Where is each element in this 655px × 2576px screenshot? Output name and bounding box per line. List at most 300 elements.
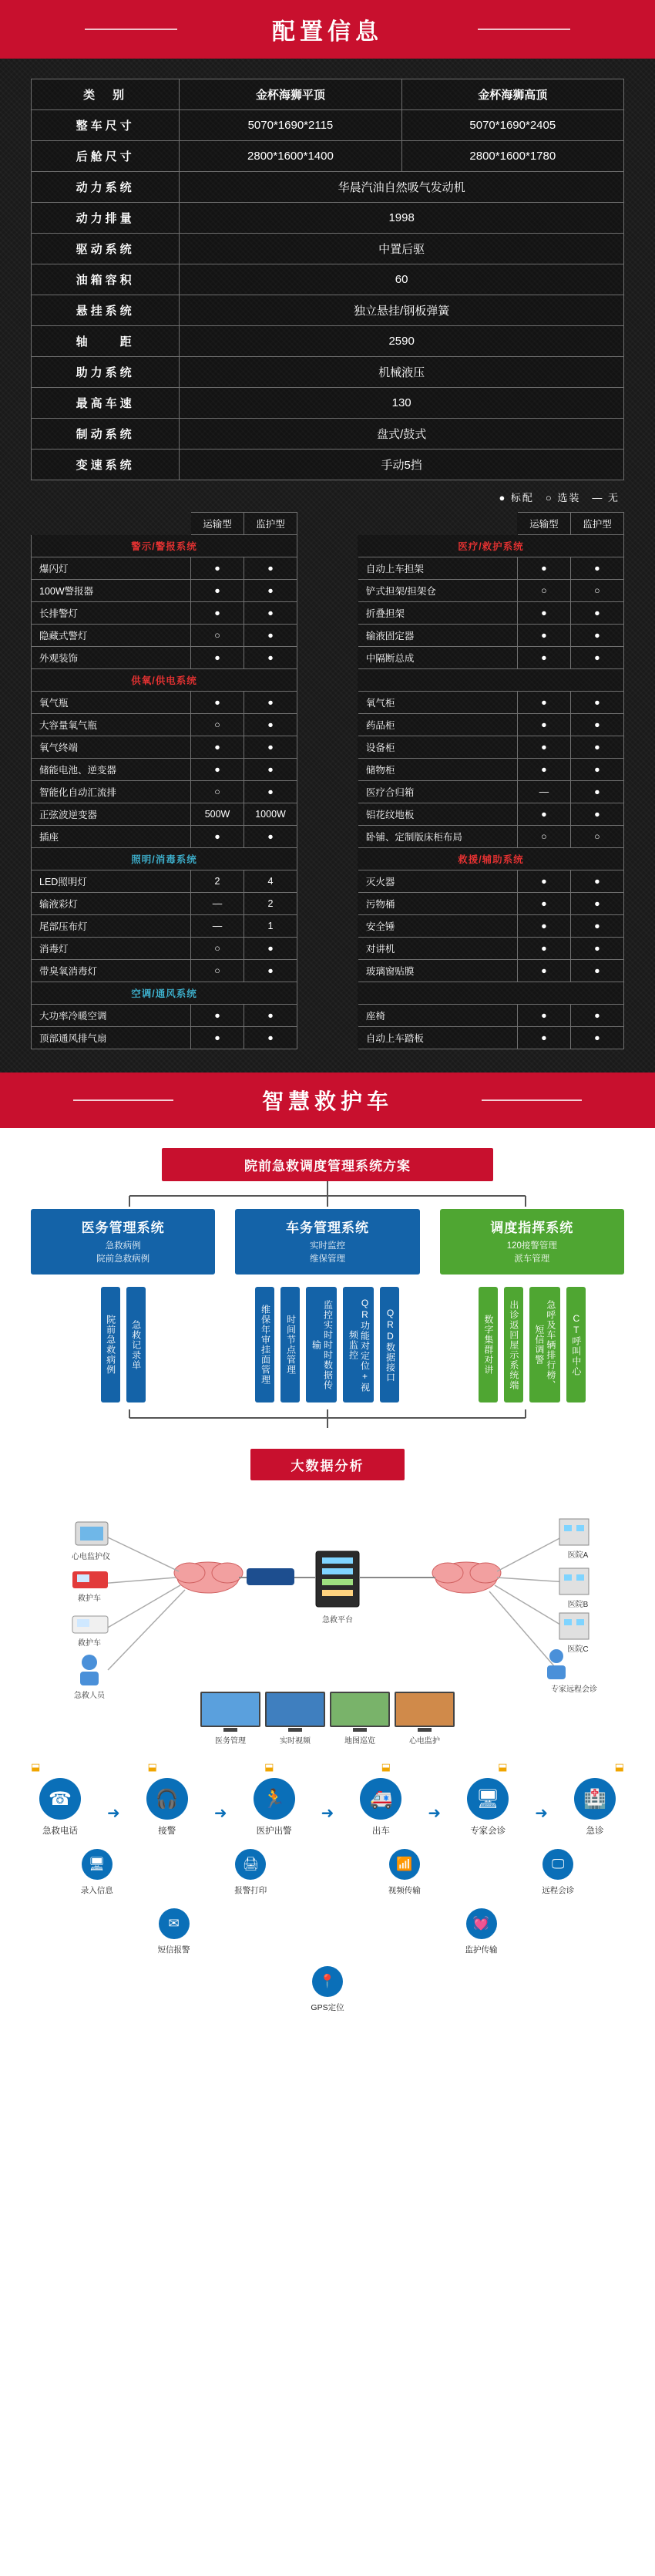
option-val-left-2: ● xyxy=(244,938,297,960)
option-table xyxy=(31,512,624,1049)
module-box[interactable] xyxy=(235,1209,419,1275)
net-label-6: 医院B xyxy=(567,1601,589,1610)
monitor-screen xyxy=(395,1692,455,1727)
spec-row-value: 华晨汽油自然吸气发动机 xyxy=(180,172,624,203)
spec-row-value: 130 xyxy=(180,388,624,419)
option-group-right xyxy=(358,669,623,692)
option-name-right: 折叠担架 xyxy=(358,602,517,625)
flow-node-icon: 🎧 xyxy=(146,1778,188,1820)
option-row xyxy=(32,938,624,960)
monitor-row xyxy=(200,1692,455,1746)
flow-node[interactable] xyxy=(287,1966,368,2013)
option-val-right-1: ● xyxy=(517,803,570,826)
option-name-right: 灭火器 xyxy=(358,870,517,893)
option-group-left: 照明/消毒系统 xyxy=(32,848,297,870)
spec-row-key: 油箱容积 xyxy=(32,264,180,295)
module-leaf[interactable]: 维保年审挂面管理 xyxy=(255,1287,274,1402)
option-name-left: LED照明灯 xyxy=(32,870,191,893)
option-val-right-2: ● xyxy=(570,759,623,781)
spec-row-value: 机械液压 xyxy=(180,357,624,388)
module-subtitle: 急救病例 院前急救病例 xyxy=(96,1241,150,1264)
module-subtitle: 实时监控 维保管理 xyxy=(309,1241,345,1264)
option-group-row xyxy=(32,848,624,870)
flow-sub-row xyxy=(20,1849,635,1896)
flow-node[interactable] xyxy=(448,1778,528,1837)
spec-row-value: 盘式/鼓式 xyxy=(180,419,624,450)
option-val-left-2: ● xyxy=(244,781,297,803)
flow-node-icon: 🖥 xyxy=(467,1778,509,1820)
net-label-4: 急救平台 xyxy=(322,1616,353,1625)
option-name-left: 输液彩灯 xyxy=(32,893,191,915)
option-val-right-2: ● xyxy=(570,625,623,647)
option-name-left: 顶部通风排气扇 xyxy=(32,1027,191,1049)
option-row xyxy=(32,915,624,938)
option-val-left-2: 2 xyxy=(244,893,297,915)
option-name-left: 长排警灯 xyxy=(32,602,191,625)
option-group-row xyxy=(32,535,624,557)
option-val-left-1: ● xyxy=(191,692,244,714)
option-val-left-2: ● xyxy=(244,647,297,669)
spec-section xyxy=(0,0,655,1072)
option-val-right-1: ● xyxy=(517,915,570,938)
option-val-left-1: ○ xyxy=(191,781,244,803)
spec-row-value: 独立悬挂/钢板弹簧 xyxy=(180,295,624,326)
option-gap xyxy=(297,982,358,1005)
option-name-left: 智能化自动汇流排 xyxy=(32,781,191,803)
section-banner-config xyxy=(0,0,655,59)
flow-node[interactable] xyxy=(364,1849,445,1896)
flow-node-icon: 💓 xyxy=(466,1908,497,1939)
option-row xyxy=(32,803,624,826)
option-name-right: 自动上车担架 xyxy=(358,557,517,580)
module-title: 车务管理系统 xyxy=(285,1221,369,1235)
option-group-left: 警示/警报系统 xyxy=(32,535,297,557)
net-label-1: 救护车 xyxy=(78,1594,101,1604)
option-val-right-2: ● xyxy=(570,647,623,669)
banner-title: 配置信息 xyxy=(272,19,383,45)
option-name-right: 对讲机 xyxy=(358,938,517,960)
module-leaf[interactable]: CT呼叫中心 xyxy=(566,1287,586,1402)
spec-table-wrap xyxy=(0,59,655,480)
option-header-cell: 监护型 xyxy=(244,513,297,535)
spec-table xyxy=(31,79,624,480)
option-name-right: 医疗合归箱 xyxy=(358,781,517,803)
option-group-right xyxy=(358,982,623,1005)
smart-ambulance-section xyxy=(0,1072,655,2044)
option-name-right: 储物柜 xyxy=(358,759,517,781)
module-leaf[interactable]: QRD数据接口 xyxy=(380,1287,399,1402)
option-val-left-2: 4 xyxy=(244,870,297,893)
net-label-5: 医院A xyxy=(567,1551,589,1561)
option-name-left: 带臭氧消毒灯 xyxy=(32,960,191,982)
module-box[interactable] xyxy=(440,1209,624,1275)
option-gap xyxy=(297,826,358,848)
banner2-rule-right xyxy=(482,1099,582,1101)
flow-node-label: 报警打印 xyxy=(234,1886,267,1896)
option-val-left-1: ● xyxy=(191,826,244,848)
flow-node[interactable] xyxy=(20,1778,100,1837)
flow-arrow-icon: ➜ xyxy=(107,1804,120,1822)
option-name-left: 插座 xyxy=(32,826,191,848)
tree-branch-svg xyxy=(31,1195,624,1207)
flow-arrow-icon: ➜ xyxy=(535,1804,548,1822)
legend-text: ● 标配 ○ 选装 — 无 xyxy=(499,492,620,503)
spec-row xyxy=(32,388,624,419)
option-val-right-2: ● xyxy=(570,893,623,915)
option-row xyxy=(32,1005,624,1027)
option-group-left: 供氧/供电系统 xyxy=(32,669,297,692)
spec-row-value: 中置后驱 xyxy=(180,234,624,264)
module-leaf[interactable]: 监控实时时时数据传输 xyxy=(306,1287,337,1402)
option-gap xyxy=(297,557,358,580)
option-val-right-2: ● xyxy=(570,1005,623,1027)
spec-row xyxy=(32,357,624,388)
spec-row-key: 轴 距 xyxy=(32,326,180,357)
option-val-left-1: 2 xyxy=(191,870,244,893)
tree-merge-svg xyxy=(31,1409,624,1429)
option-val-right-1: ● xyxy=(517,893,570,915)
option-group-right: 救援/辅助系统 xyxy=(358,848,623,870)
spec-row-key: 助力系统 xyxy=(32,357,180,388)
option-val-right-2: ○ xyxy=(570,580,623,602)
flow-node[interactable] xyxy=(210,1849,291,1896)
spec-row-value: 2590 xyxy=(180,326,624,357)
flow-node-label: 专家会诊 xyxy=(470,1827,506,1837)
option-val-left-1: 500W xyxy=(191,803,244,826)
option-val-left-2: ● xyxy=(244,557,297,580)
flow-node[interactable] xyxy=(341,1778,421,1837)
spec-row-value-1: 2800*1600*1400 xyxy=(180,141,401,172)
flow-node[interactable] xyxy=(555,1778,635,1837)
spec-row-value: 60 xyxy=(180,264,624,295)
banner2-title: 智慧救护车 xyxy=(261,1089,393,1113)
spec-row-value-1: 5070*1690*2115 xyxy=(180,110,401,141)
option-name-left: 隐藏式警灯 xyxy=(32,625,191,647)
option-header-cell xyxy=(297,513,358,535)
flow-main-row xyxy=(20,1778,635,1837)
option-val-left-1: ● xyxy=(191,647,244,669)
option-group-row xyxy=(32,982,624,1005)
option-gap xyxy=(297,736,358,759)
spec-row-value-2: 5070*1690*2405 xyxy=(401,110,623,141)
monitor-caption: 地图巡览 xyxy=(344,1737,375,1746)
option-name-left: 大功率冷暖空调 xyxy=(32,1005,191,1027)
option-gap xyxy=(297,781,358,803)
option-val-left-2: ● xyxy=(244,625,297,647)
option-row xyxy=(32,1027,624,1049)
option-row xyxy=(32,557,624,580)
option-header-cell: 运输型 xyxy=(191,513,244,535)
option-gap xyxy=(297,647,358,669)
option-val-left-2: ● xyxy=(244,714,297,736)
banner-rule-right xyxy=(478,29,570,30)
option-val-left-1: ● xyxy=(191,602,244,625)
flow-node[interactable] xyxy=(442,1908,522,1955)
spec-row-value-2: 金杯海狮高顶 xyxy=(401,79,623,110)
option-gap xyxy=(297,1027,358,1049)
monitor-caption: 实时视频 xyxy=(280,1737,311,1746)
option-header-cell xyxy=(358,513,517,535)
option-row xyxy=(32,625,624,647)
option-name-left: 爆闪灯 xyxy=(32,557,191,580)
option-row xyxy=(32,781,624,803)
bigdata-title: 大数据分析 xyxy=(250,1449,405,1480)
option-val-left-1: ● xyxy=(191,1027,244,1049)
flow-sub-row-3 xyxy=(20,1966,635,2013)
flow-node-label: 医护出警 xyxy=(256,1827,292,1837)
option-val-right-2: ● xyxy=(570,870,623,893)
option-val-left-2: ● xyxy=(244,580,297,602)
option-val-right-2: ○ xyxy=(570,826,623,848)
option-gap xyxy=(297,960,358,982)
spec-row xyxy=(32,203,624,234)
module-columns xyxy=(31,1209,624,1402)
org-tree xyxy=(0,1181,655,1429)
option-gap xyxy=(297,803,358,826)
monitor-screen xyxy=(330,1692,390,1727)
tree-trunk xyxy=(327,1181,328,1195)
network-diagram xyxy=(15,1491,640,1746)
flow-node-icon: ✉ xyxy=(159,1908,190,1939)
option-name-left: 大容量氧气瓶 xyxy=(32,714,191,736)
module-leaf[interactable]: 数字集群对讲 xyxy=(479,1287,498,1402)
module-leaf[interactable]: 院前急救病例 xyxy=(101,1287,120,1402)
option-val-right-2: ● xyxy=(570,938,623,960)
marker-icon-6: ⬓ xyxy=(614,1761,624,1773)
monitor-stand xyxy=(223,1728,237,1732)
flow-node-label: 急诊 xyxy=(586,1827,604,1837)
option-name-left: 100W警报器 xyxy=(32,580,191,602)
option-val-right-1: ● xyxy=(517,692,570,714)
option-val-right-2: ● xyxy=(570,803,623,826)
flow-node-icon: 🚑 xyxy=(360,1778,401,1820)
flow-node-icon: 🖵 xyxy=(542,1849,573,1880)
net-label-8: 专家远程会诊 xyxy=(551,1685,597,1695)
option-val-left-1: ○ xyxy=(191,625,244,647)
option-val-left-1: — xyxy=(191,893,244,915)
option-val-right-2: ● xyxy=(570,736,623,759)
option-val-right-1: ● xyxy=(517,1005,570,1027)
option-name-right: 污物桶 xyxy=(358,893,517,915)
banner2-rule-left xyxy=(73,1099,173,1101)
option-val-left-1: — xyxy=(191,915,244,938)
spec-row xyxy=(32,234,624,264)
option-gap xyxy=(297,580,358,602)
option-val-left-1: ○ xyxy=(191,714,244,736)
monitor-item xyxy=(395,1692,455,1746)
option-row xyxy=(32,580,624,602)
flow-node-label: 视频传输 xyxy=(388,1886,421,1896)
spec-row-key: 动力系统 xyxy=(32,172,180,203)
option-val-right-2: ● xyxy=(570,714,623,736)
spec-row xyxy=(32,141,624,172)
option-val-right-1: ○ xyxy=(517,826,570,848)
flow-node-icon: 📍 xyxy=(312,1966,343,1997)
flow-node[interactable] xyxy=(57,1849,137,1896)
option-gap xyxy=(297,535,358,557)
option-name-right: 中隔断总成 xyxy=(358,647,517,669)
flow-arrow-icon: ➜ xyxy=(213,1804,227,1822)
option-val-left-2: ● xyxy=(244,692,297,714)
option-val-right-1: — xyxy=(517,781,570,803)
option-name-right: 铲式担架/担架仓 xyxy=(358,580,517,602)
option-name-left: 正弦波逆变器 xyxy=(32,803,191,826)
option-gap xyxy=(297,1005,358,1027)
module-box[interactable] xyxy=(31,1209,215,1275)
module-subtitle: 120接警管理 派车管理 xyxy=(506,1241,557,1264)
net-label-7: 医院C xyxy=(567,1645,589,1655)
option-row xyxy=(32,647,624,669)
flow-node-label: 短信报警 xyxy=(157,1945,190,1955)
option-val-left-1: ● xyxy=(191,557,244,580)
monitor-item xyxy=(200,1692,260,1746)
option-name-right: 安全锤 xyxy=(358,915,517,938)
marker-icon-5: ⬓ xyxy=(498,1761,508,1773)
spec-row-key: 类 别 xyxy=(32,79,180,110)
monitor-stand xyxy=(418,1728,432,1732)
option-name-right: 玻璃窗贴膜 xyxy=(358,960,517,982)
option-name-right: 座椅 xyxy=(358,1005,517,1027)
flow-top-markers xyxy=(20,1761,635,1778)
option-val-right-2: ● xyxy=(570,915,623,938)
monitor-item xyxy=(330,1692,390,1746)
option-gap xyxy=(297,714,358,736)
flow-node[interactable] xyxy=(127,1778,207,1837)
net-label-2: 救护车 xyxy=(78,1639,101,1648)
option-val-left-2: ● xyxy=(244,736,297,759)
flow-arrow-icon: ➜ xyxy=(321,1804,334,1822)
banner-rule-left xyxy=(85,29,177,30)
spec-row xyxy=(32,450,624,480)
option-val-left-2: 1 xyxy=(244,915,297,938)
option-name-left: 外观装饰 xyxy=(32,647,191,669)
option-val-left-1: ● xyxy=(191,759,244,781)
module-leaf[interactable]: QR功能对定位+视频监控 xyxy=(343,1287,374,1402)
flow-node[interactable] xyxy=(518,1849,598,1896)
module-title: 医务管理系统 xyxy=(81,1221,165,1235)
option-group-left: 空调/通风系统 xyxy=(32,982,297,1005)
module-leaf[interactable]: 急呼及车辆排行榜、短信调警 xyxy=(529,1287,560,1402)
option-name-left: 消毒灯 xyxy=(32,938,191,960)
option-val-right-1: ● xyxy=(517,870,570,893)
module-leaf-row xyxy=(235,1287,419,1402)
option-gap xyxy=(297,669,358,692)
spec-row-key: 整车尺寸 xyxy=(32,110,180,141)
option-val-left-2: 1000W xyxy=(244,803,297,826)
option-val-right-1: ● xyxy=(517,736,570,759)
flow-node[interactable] xyxy=(234,1778,314,1837)
module-leaf[interactable]: 时间节点管理 xyxy=(280,1287,300,1402)
monitor-stand xyxy=(353,1728,367,1732)
module-leaf[interactable]: 急救记录单 xyxy=(126,1287,146,1402)
option-val-right-1: ● xyxy=(517,1027,570,1049)
option-val-right-1: ● xyxy=(517,960,570,982)
option-val-right-2: ● xyxy=(570,602,623,625)
option-row xyxy=(32,602,624,625)
flow-node-label: GPS定位 xyxy=(311,2003,344,2013)
option-name-right: 铝花纹地板 xyxy=(358,803,517,826)
option-name-left: 储能电池、逆变器 xyxy=(32,759,191,781)
option-val-right-1: ○ xyxy=(517,580,570,602)
option-val-left-1: ○ xyxy=(191,960,244,982)
monitor-stand xyxy=(288,1728,302,1732)
spec-row-key: 变速系统 xyxy=(32,450,180,480)
flow-node-icon: 🖥 xyxy=(82,1849,113,1880)
option-gap xyxy=(297,915,358,938)
option-val-right-2: ● xyxy=(570,1027,623,1049)
option-val-left-1: ● xyxy=(191,736,244,759)
marker-icon-2: ⬓ xyxy=(147,1761,157,1773)
flow-node-icon: 🏥 xyxy=(574,1778,616,1820)
module-leaf[interactable]: 出诊返回屋示系统端 xyxy=(504,1287,523,1402)
option-row xyxy=(32,826,624,848)
option-val-right-1: ● xyxy=(517,647,570,669)
option-val-right-2: ● xyxy=(570,692,623,714)
option-gap xyxy=(297,870,358,893)
flow-node-label: 监护传输 xyxy=(465,1945,498,1955)
option-gap xyxy=(297,848,358,870)
option-gap xyxy=(297,938,358,960)
option-val-right-1: ● xyxy=(517,557,570,580)
option-name-left: 尾部压布灯 xyxy=(32,915,191,938)
system-title: 院前急救调度管理系统方案 xyxy=(162,1148,493,1181)
option-gap xyxy=(297,759,358,781)
module-title: 调度指挥系统 xyxy=(490,1221,574,1235)
spec-row xyxy=(32,79,624,110)
flow-node-icon: 🏃 xyxy=(254,1778,295,1820)
option-val-left-2: ● xyxy=(244,1027,297,1049)
flow-node-label: 急救电话 xyxy=(42,1827,78,1837)
module-column xyxy=(440,1209,624,1402)
module-leaf-row xyxy=(440,1287,624,1402)
marker-icon-1: ⬓ xyxy=(31,1761,41,1773)
spec-row xyxy=(32,419,624,450)
spec-row xyxy=(32,326,624,357)
option-val-left-2: ● xyxy=(244,602,297,625)
flow-node-icon: ☎ xyxy=(39,1778,81,1820)
module-column xyxy=(235,1209,419,1402)
option-name-right: 卧铺、定制版床柜布局 xyxy=(358,826,517,848)
option-val-right-1: ● xyxy=(517,602,570,625)
flow-node[interactable] xyxy=(134,1908,214,1955)
spec-row-key: 制动系统 xyxy=(32,419,180,450)
option-val-right-2: ● xyxy=(570,781,623,803)
option-name-right: 自动上车踏板 xyxy=(358,1027,517,1049)
option-gap xyxy=(297,602,358,625)
section-banner-smart xyxy=(0,1072,655,1128)
option-val-right-2: ● xyxy=(570,960,623,982)
flow-node-label: 出车 xyxy=(371,1827,390,1837)
spec-row xyxy=(32,264,624,295)
monitor-caption: 心电监护 xyxy=(409,1737,440,1746)
flow-node-icon: 📶 xyxy=(389,1849,420,1880)
module-column xyxy=(31,1209,215,1402)
option-table-wrap xyxy=(0,512,655,1049)
option-name-right: 药品柜 xyxy=(358,714,517,736)
spec-row-key: 驱动系统 xyxy=(32,234,180,264)
option-val-left-2: ● xyxy=(244,826,297,848)
spec-row xyxy=(32,295,624,326)
option-row xyxy=(32,870,624,893)
spec-row xyxy=(32,110,624,141)
flow-node-label: 远程会诊 xyxy=(542,1886,575,1896)
net-label-0: 心电监护仪 xyxy=(72,1553,110,1562)
spec-row xyxy=(32,172,624,203)
spec-row-key: 后舱尺寸 xyxy=(32,141,180,172)
flow-diagram xyxy=(20,1761,635,2013)
option-val-left-1: ○ xyxy=(191,938,244,960)
option-group-right: 医疗/救护系统 xyxy=(358,535,623,557)
